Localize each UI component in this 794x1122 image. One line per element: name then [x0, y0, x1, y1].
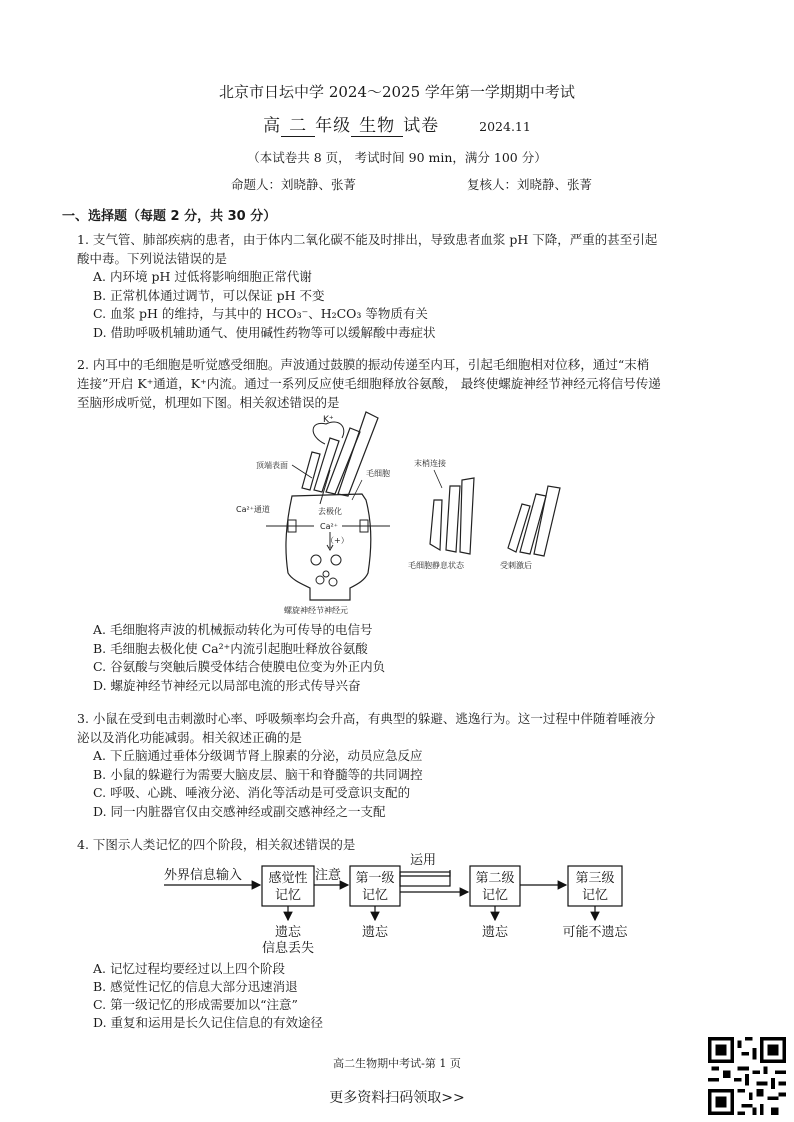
q3-stem-line2: 泌以及消化功能减弱。相关叙述正确的是: [77, 730, 303, 745]
use-label: 运用: [410, 853, 437, 868]
q2-option-b: B. 毛细胞去极化使 Ca²⁺内流引起胞吐释放谷氨酸: [93, 641, 368, 656]
attention-label: 注意: [315, 868, 342, 883]
forget-label-2: 遗忘: [361, 925, 389, 940]
resting-bundle: [430, 478, 474, 554]
second-line1: 第二级: [475, 871, 515, 886]
exam-subtitle: [0, 118, 794, 135]
paper-label: 试卷: [403, 116, 440, 136]
neuron-label: 螺旋神经节神经元: [284, 606, 348, 615]
q1-option-d: D. 借助呼吸机辅助通气、使用碱性药物等可以缓解酸中毒症状: [93, 325, 436, 340]
reviewer: 复核人：刘晓静、张菁: [467, 177, 593, 192]
input-label: 外界信息输入: [164, 868, 243, 883]
hair-cell-figure: [230, 408, 570, 618]
exam-title: 北京市日坛中学 2024～2025 学年第一学期期中考试: [219, 83, 575, 101]
subject: 生物: [351, 116, 403, 137]
info-lost-label: 信息丢失: [261, 941, 315, 956]
rest-state-label: 毛细胞静息状态: [408, 561, 464, 570]
q3-option-c: C. 呼吸、心跳、唾液分泌、消化等活动是可受意识支配的: [93, 785, 411, 800]
sensory-line2: 记忆: [274, 888, 302, 903]
sensory-line1: 感觉性: [268, 871, 308, 886]
q2-option-d: D. 螺旋神经节神经元以局部电流的形式传导兴奋: [93, 678, 361, 693]
grade: 二: [281, 116, 315, 137]
q2-option-c: C. 谷氨酸与突触后膜受体结合使膜电位变为外正内负: [93, 659, 386, 674]
memory-stages-diagram: [160, 852, 640, 958]
q4-option-b: B. 感觉性记忆的信息大部分迅速消退: [93, 979, 298, 994]
more-resources-link[interactable]: 更多资料扫码领取>>: [329, 1090, 465, 1106]
grade-suffix: 年级: [315, 116, 352, 136]
exam-date: 2024.11: [479, 119, 531, 134]
hair-cell-label: 毛细胞: [366, 469, 390, 478]
q1-option-c: C. 血浆 pH 的维持，与其中的 HCO₃⁻、H₂CO₃ 等物质有关: [93, 306, 428, 321]
q3-option-d: D. 同一内脏器官仅由交感神经或副交感神经之一支配: [93, 804, 386, 819]
forget-label-1: 遗忘: [274, 925, 302, 940]
k-ion-label: K⁺: [323, 415, 334, 425]
q2-stem-line2: 连接”开启 K⁺通道，K⁺内流。通过一系列反应使毛细胞释放谷氨酸， 最终使螺旋神经节神经元将信号传递: [77, 376, 661, 391]
second-line2: 记忆: [481, 888, 509, 903]
q1-option-a: A. 内环境 pH 过低将影响细胞正常代谢: [93, 269, 312, 284]
first-line2: 记忆: [361, 888, 389, 903]
stimulated-label: 受刺激后: [500, 561, 532, 570]
never-forget-label: 可能不遗忘: [562, 925, 628, 940]
top-surface-label: 顶端表面: [256, 461, 288, 470]
qr-code-icon[interactable]: [708, 1036, 786, 1116]
q2-stem-line3: 至脑形成听觉，机理如下图。相关叙述错误的是: [77, 395, 340, 410]
exam-info: （本试卷共 8 页， 考试时间 90 min，满分 100 分）: [247, 150, 547, 165]
q3-stem-line1: 3. 小鼠在受到电击刺激时心率、呼吸频率均会升高，有典型的躲避、逃逸行为。这一过程中伴随着唾液分: [77, 711, 656, 726]
third-line1: 第三级: [575, 871, 615, 886]
q3-option-a: A. 下丘脑通过垂体分级调节肾上腺素的分泌，动员应急反应: [93, 748, 423, 763]
q1-stem-line1: 1. 支气管、肺部疾病的患者，由于体内二氧化碳不能及时排出，导致患者血浆 pH 下降，严重的甚至引起: [77, 232, 658, 247]
q1-option-b: B. 正常机体通过调节，可以保证 pH 不变: [93, 288, 325, 303]
q4-option-d: D. 重复和运用是长久记住信息的有效途径: [93, 1015, 324, 1030]
q4-option-c: C. 第一级记忆的形成需要加以“注意”: [93, 997, 298, 1012]
section-heading: 一、选择题（每题 2 分，共 30 分）: [62, 209, 277, 224]
q1-stem-line2: 酸中毒。下列说法错误的是: [77, 251, 228, 266]
stimulated-bundle: [508, 486, 560, 556]
q4-option-a: A. 记忆过程均要经过以上四个阶段: [93, 961, 285, 976]
q3-option-b: B. 小鼠的躲避行为需要大脑皮层、脑干和脊髓等的共同调控: [93, 767, 423, 782]
author: 命题人：刘晓静、张菁: [231, 177, 357, 192]
tip-link-label: 末梢连接: [414, 459, 446, 468]
depolarization-label: 去极化: [318, 507, 342, 516]
q2-option-a: A. 毛细胞将声波的机械振动转化为可传导的电信号: [93, 622, 373, 637]
third-line2: 记忆: [581, 888, 609, 903]
ca-channel-label: Ca²⁺通道: [236, 505, 270, 514]
forget-label-3: 遗忘: [481, 925, 509, 940]
subtitle-prefix: 高: [263, 116, 282, 136]
ca-ion-label: Ca²⁺: [320, 522, 338, 531]
plus-label: （+）: [326, 536, 349, 545]
first-line1: 第一级: [355, 871, 395, 886]
stereocilia: [302, 412, 378, 496]
q4-stem: 4. 下图示人类记忆的四个阶段，相关叙述错误的是: [77, 837, 356, 852]
page-footer: 高二生物期中考试-第 1 页: [333, 1057, 461, 1070]
q2-stem-line1: 2. 内耳中的毛细胞是听觉感受细胞。声波通过鼓膜的振动传递至内耳，引起毛细胞相对位移，通过“末梢: [77, 357, 650, 372]
